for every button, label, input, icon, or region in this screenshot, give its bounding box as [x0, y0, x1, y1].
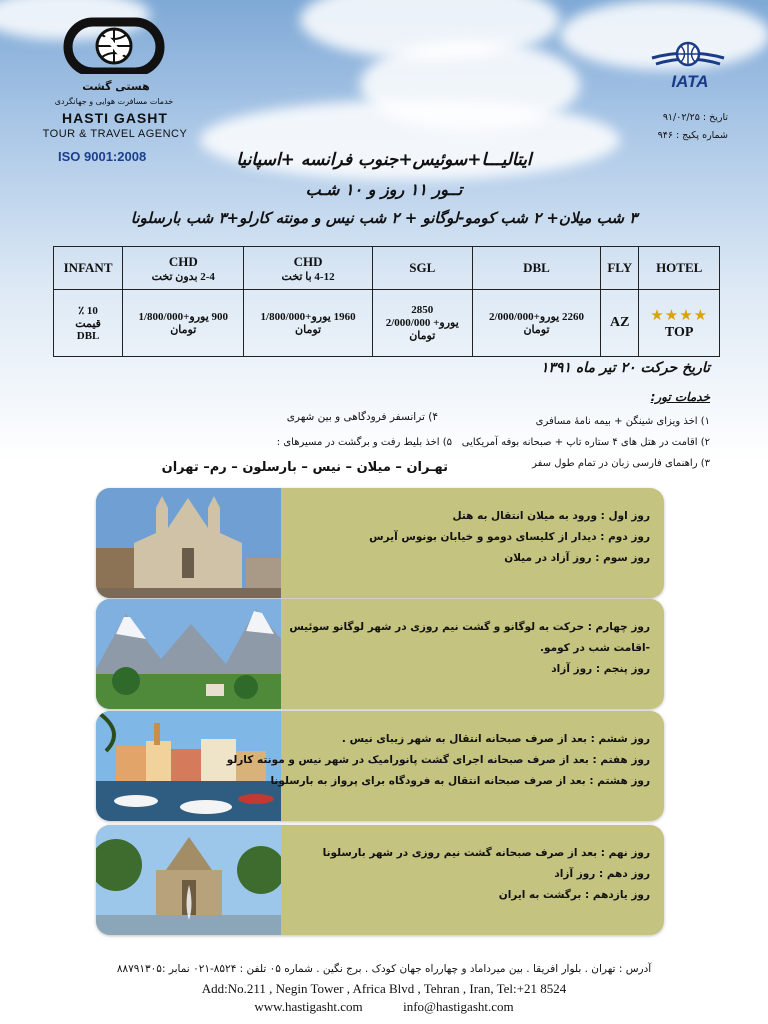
- itinerary-text: [291, 506, 650, 569]
- address-fa: آدرس : تهران . بلوار افریقا . بین میرداماد و چهارراه جهان کودک . برج نگین . شماره ۰۵ تلفن : ۸۵۲۴-۰۲۱ نمابر :۸۸۷۹۱۳۰۵: [116, 963, 652, 975]
- cell-chd-bed: [244, 290, 372, 357]
- itinerary-card: [96, 488, 664, 598]
- itinerary-card: [96, 825, 664, 935]
- hotel-stars-icon: ★★★★: [650, 307, 709, 324]
- price-table-row: [54, 290, 720, 357]
- header-hotel: [639, 247, 720, 290]
- chd-bed-currency: تومان: [295, 324, 322, 336]
- cell-chd-nobed: [123, 290, 244, 357]
- service-item: ۱) اخذ ویزای شینگن + بیمه نامهٔ مسافری: [535, 416, 710, 427]
- itinerary-line: روز چهارم : حرکت به لوگانو و گشت نیم روزی در شهر لوگانو سوئیس: [289, 621, 650, 633]
- header-chd-nobed: [123, 247, 244, 290]
- logo-tagline-fa: خدمات مسافرت هوایی و جهانگردی: [54, 97, 174, 106]
- chd-nobed-currency: تومان: [170, 324, 197, 336]
- cell-hotel: [639, 290, 720, 357]
- website-link[interactable]: www.hastigasht.com: [254, 999, 363, 1014]
- sgl-price-euro: 2850: [411, 304, 434, 316]
- itinerary-text: [291, 617, 650, 680]
- header-infant-label: INFANT: [63, 260, 113, 275]
- infant-basis: DBL: [76, 330, 100, 342]
- itinerary-card: [96, 599, 664, 709]
- tour-duration: تــور ۱۱ روز و ۱۰ شـب: [305, 180, 463, 199]
- header-hotel-label: HOTEL: [656, 260, 703, 275]
- logo-tagline-en: TOUR & TRAVEL AGENCY: [42, 128, 188, 140]
- cell-sgl: [372, 290, 472, 357]
- swiss-alps-image: [96, 599, 281, 709]
- services-heading: خدمات تور:: [650, 390, 710, 404]
- barcelona-fountain-image: [96, 825, 281, 935]
- header-chd-nobed-sub: 2-4 بدون تخت: [151, 270, 215, 283]
- header-fly: [601, 247, 639, 290]
- header-dbl-label: DBL: [523, 260, 550, 275]
- cell-infant: [54, 290, 123, 357]
- price-table-header: [54, 247, 720, 290]
- service-item: ۳) راهنمای فارسی زبان در تمام طول سفر: [532, 458, 710, 469]
- itinerary-text: [226, 729, 650, 792]
- agency-logo-icon: [62, 16, 166, 74]
- itinerary-text: [291, 843, 650, 906]
- itinerary-line: روز ششم : بعد از صرف صبحانه انتقال به شهر زیبای نیس .: [341, 733, 650, 745]
- itinerary-line: روز سوم : روز آزاد در میلان: [504, 552, 650, 564]
- header-infant: [54, 247, 123, 290]
- package-number: شماره پکیج : ۹۴۶: [657, 130, 728, 141]
- itinerary-line: روز دهم : روز آزاد: [554, 868, 650, 880]
- address-en: Add:No.211 , Negin Tower , Africa Blvd , Tehran , Iran, Tel:+21 8524: [201, 981, 567, 996]
- infant-price-label: قیمت: [75, 318, 101, 330]
- departure-date: تاریخ حرکت ۲۰ تیر ماه ۱۳۹۱: [540, 360, 710, 376]
- service-item: ۵) اخذ بلیط رفت و برگشت در مسیرهای :: [276, 437, 452, 448]
- header-chd-nobed-label: CHD: [168, 253, 198, 269]
- itinerary-line: روز هشتم : بعد از صرف صبحانه انتقال به فرودگاه برای پرواز به بارسلونا: [270, 775, 650, 787]
- itinerary-line: روز هفتم : بعد از صرف صبحانه اجرای گشت پانورامیک در شهر نیس و مونته کارلو: [226, 754, 650, 766]
- header-chd-bed-label: CHD: [293, 253, 323, 269]
- service-item: ۲) اقامت در هتل های ۴ ستاره تاپ + صبحانه بوفه آمریکایی: [461, 437, 710, 448]
- email-link[interactable]: info@hastigasht.com: [403, 999, 514, 1014]
- iata-globe-icon: [650, 40, 726, 74]
- header-sgl: [372, 247, 472, 290]
- dbl-currency: تومان: [523, 324, 550, 336]
- cell-dbl: [472, 290, 600, 357]
- itinerary-card: [96, 711, 664, 821]
- logo-name-fa: هستی گشت: [82, 80, 150, 93]
- chd-bed-price: 1960 یورو+1/800/000: [260, 311, 356, 323]
- header-fly-label: FLY: [607, 260, 633, 275]
- milan-cathedral-image: [96, 488, 281, 598]
- itinerary-line: روز یازدهم : برگشت به ایران: [498, 889, 650, 901]
- chd-nobed-price: 900 یورو+1/800/000: [138, 311, 229, 323]
- iata-label: IATA: [671, 72, 709, 91]
- header-dbl: [472, 247, 600, 290]
- service-item: ۴) ترانسفر فرودگاهی و بین شهری: [286, 411, 438, 423]
- header-chd-bed: [244, 247, 372, 290]
- hotel-grade: TOP: [664, 324, 694, 340]
- cell-fly: [601, 290, 639, 357]
- itinerary-line: روز دوم : دیدار از کلیسای دومو و خیابان بونوس آیرس: [369, 531, 650, 543]
- sgl-price-rial: یورو+ 2/000/000: [385, 317, 459, 329]
- itinerary-line: روز نهم : بعد از صرف صبحانه گشت نیم روزی در شهر بارسلونا: [322, 847, 650, 859]
- issue-date: تاریخ : ۹۱/۰۲/۲۵: [662, 112, 728, 123]
- infant-percent: 10 ٪: [78, 305, 98, 317]
- header-sgl-label: SGL: [409, 260, 436, 275]
- iso-certification: ISO 9001:2008: [58, 149, 147, 164]
- dbl-price: 2260 یورو+2/000/000: [488, 311, 584, 323]
- flight-route: تهـران – میلان – نیس – بارسلون – رم– تهران: [161, 460, 448, 475]
- tour-title: ایتالیـــا+سوئیس+جنوب فرانسه +اسپانیا: [236, 150, 532, 170]
- sgl-currency: تومان: [409, 330, 436, 342]
- logo-name-en: HASTI GASHT: [62, 110, 168, 126]
- itinerary-line: روز اول : ورود به میلان انتقال به هتل: [452, 510, 650, 522]
- price-table: [53, 246, 720, 357]
- itinerary-line: -اقامت شب در کومو.: [540, 642, 650, 654]
- itinerary-line: روز پنجم : روز آزاد: [551, 663, 650, 675]
- contact-line: [0, 999, 768, 1015]
- tour-nights-breakdown: ۳ شب میلان+ ۲ شب کومو-لوگانو + ۲ شب نیس و مونته کارلو+۳ شب بارسلونا: [130, 209, 638, 227]
- header-chd-bed-sub: 4-12 با تخت: [281, 270, 335, 283]
- airline-code: AZ: [610, 315, 630, 330]
